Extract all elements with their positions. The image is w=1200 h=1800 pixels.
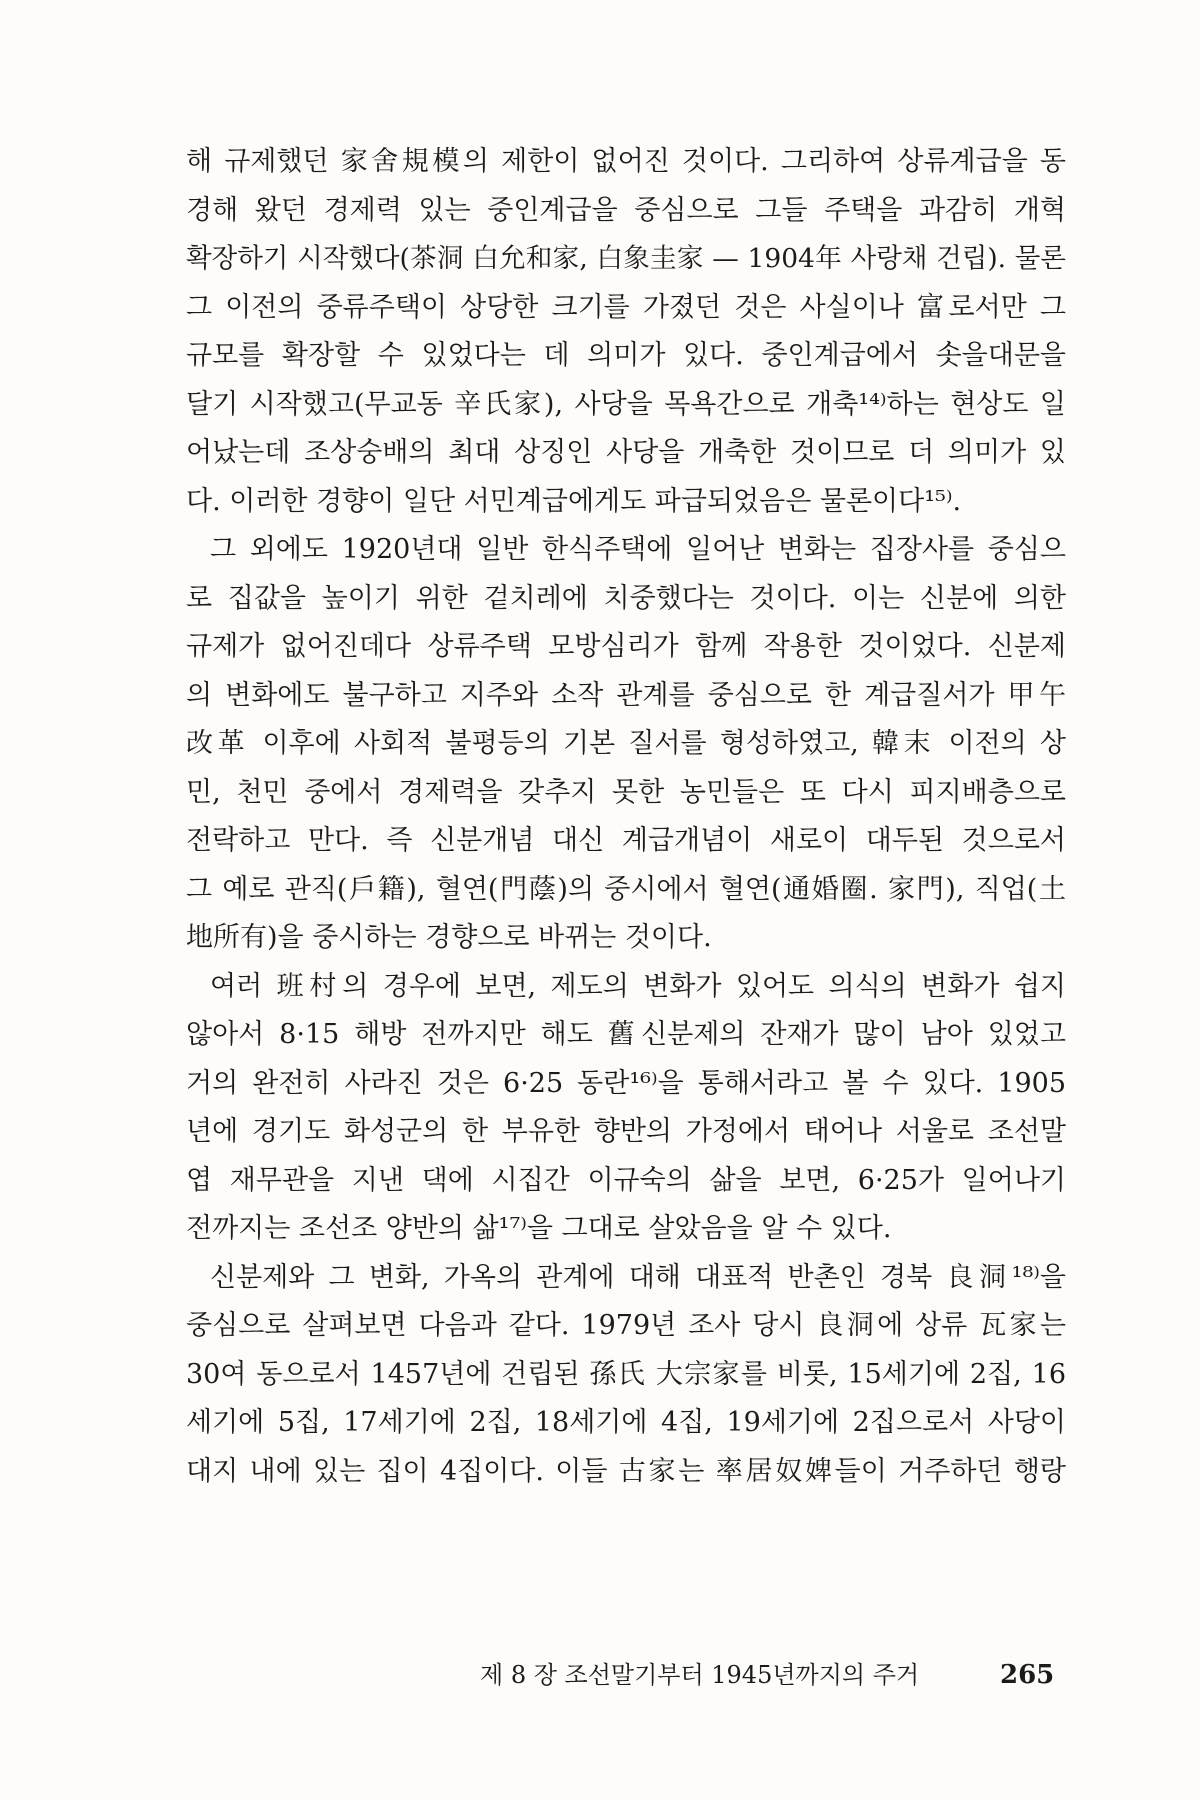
text-line-25: 중심으로 살펴보면 다음과 같다. 1979년 조사 당시 良洞에 상류 瓦家는	[186, 1310, 1066, 1341]
text-line-22: 엽 재무관을 지낸 댁에 시집간 이규숙의 삶을 보면, 6·25가 일어나기	[186, 1164, 1066, 1196]
text-line-8: 다. 이러한 경향이 일단 서민계급에게도 파급되었음은 물론이다¹⁵⁾.	[186, 485, 962, 517]
text-line-11: 규제가 없어진데다 상류주택 모방심리가 함께 작용한 것이었다. 신분제	[186, 631, 1066, 662]
text-line-13: 改革 이후에 사회적 불평등의 기본 질서를 형성하였고, 韓末 이전의 상	[186, 728, 1066, 759]
text-line-3: 확장하기 시작했다(茶洞 白允和家, 白象圭家 — 1904年 사랑채 건립). 물론	[186, 243, 1066, 274]
text-line-27: 세기에 5집, 17세기에 2집, 18세기에 4집, 19세기에 2집으로서 사당이	[186, 1407, 1066, 1438]
text-line-18: 여러 班村의 경우에 보면, 제도의 변화가 있어도 의식의 변화가 쉽지	[210, 970, 1066, 1002]
text-line-23: 전까지는 조선조 양반의 삶¹⁷⁾을 그대로 살았음을 알 수 있다.	[186, 1213, 892, 1244]
page-number: 265	[1000, 1660, 1055, 1690]
text-line-1: 해 규제했던 家舍規模의 제한이 없어진 것이다. 그리하여 상류계급을 동	[186, 146, 1066, 177]
text-line-15: 전락하고 만다. 즉 신분개념 대신 계급개념이 새로이 대두된 것으로서	[186, 825, 1066, 856]
text-line-6: 달기 시작했고(무교동 辛氏家), 사당을 목욕간으로 개축¹⁴⁾하는 현상도 일	[186, 388, 1066, 420]
page-footer	[0, 1655, 1200, 1695]
text-line-10: 로 집값을 높이기 위한 겉치레에 치중했다는 것이다. 이는 신분에 의한	[186, 582, 1066, 614]
text-line-2: 경해 왔던 경제력 있는 중인계급을 중심으로 그들 주택을 과감히 개혁	[186, 194, 1066, 226]
text-line-24: 신분제와 그 변화, 가옥의 관계에 대해 대표적 반촌인 경북 良洞¹⁸⁾을	[210, 1261, 1066, 1293]
text-line-12: 의 변화에도 불구하고 지주와 소작 관계를 중심으로 한 계급질서가 甲午	[186, 679, 1066, 711]
text-line-4: 그 이전의 중류주택이 상당한 크기를 가졌던 것은 사실이나 富로서만 그	[186, 291, 1066, 323]
text-line-14: 민, 천민 중에서 경제력을 갖추지 못한 농민들은 또 다시 피지배층으로	[186, 776, 1066, 808]
body-text	[186, 138, 1066, 1496]
text-line-20: 거의 완전히 사라진 것은 6·25 동란¹⁶⁾을 통해서라고 볼 수 있다. 1905	[186, 1067, 1066, 1099]
text-line-28: 대지 내에 있는 집이 4집이다. 이들 古家는 率居奴婢들이 거주하던 행랑	[186, 1455, 1066, 1487]
running-head: 제 8 장 조선말기부터 1945년까지의 주거	[480, 1661, 920, 1689]
text-line-17: 地所有)을 중시하는 경향으로 바뀌는 것이다.	[186, 922, 712, 953]
text-line-5: 규모를 확장할 수 있었다는 데 의미가 있다. 중인계급에서 솟을대문을	[186, 340, 1066, 371]
text-line-26: 30여 동으로서 1457년에 건립된 孫氏 大宗家를 비롯, 15세기에 2집, 16	[186, 1358, 1066, 1390]
text-line-16: 그 예로 관직(戶籍), 혈연(門蔭)의 중시에서 혈연(通婚圈. 家門), 직업(土	[186, 873, 1066, 905]
text-line-19: 않아서 8·15 해방 전까지만 해도 舊신분제의 잔재가 많이 남아 있었고	[186, 1019, 1066, 1050]
text-line-21: 년에 경기도 화성군의 한 부유한 향반의 가정에서 태어나 서울로 조선말	[186, 1116, 1066, 1147]
text-line-7: 어났는데 조상숭배의 최대 상징인 사당을 개축한 것이므로 더 의미가 있	[186, 437, 1066, 468]
text-line-9: 그 외에도 1920년대 일반 한식주택에 일어난 변화는 집장사를 중심으	[210, 534, 1066, 565]
